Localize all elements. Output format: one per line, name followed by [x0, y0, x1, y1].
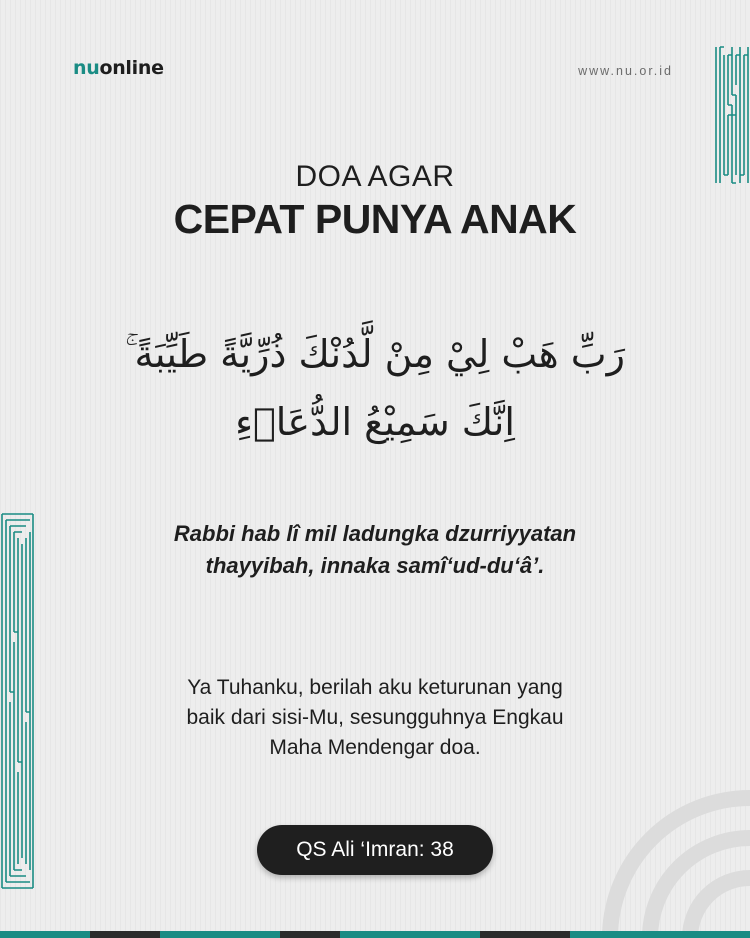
- logo-prefix: nu: [73, 57, 100, 79]
- arabic-line-2: اِنَّكَ سَمِيْعُ الدُّعَاۤءِ: [235, 400, 515, 444]
- logo-suffix: online: [99, 57, 164, 79]
- arabic-prayer: [90, 320, 660, 456]
- translation: [120, 673, 630, 763]
- transliteration: [90, 518, 660, 582]
- translation-line-3: Maha Mendengar doa.: [269, 736, 481, 759]
- title-line-2: CEPAT PUNYA ANAK: [173, 196, 577, 242]
- teal-maze-pattern-icon: [0, 512, 34, 890]
- website-url[interactable]: www.nu.or.id: [578, 64, 673, 78]
- title-line-1: DOA AGAR: [295, 160, 455, 193]
- source-label: QS Ali ‘Imran: 38: [296, 838, 454, 861]
- transliteration-line-1: Rabbi hab lî mil ladungka dzurriyyatan: [173, 521, 577, 546]
- translation-line-1: Ya Tuhanku, berilah aku keturunan yang: [187, 676, 563, 699]
- bottom-accent-bar: [0, 931, 750, 938]
- source-badge: [257, 825, 493, 875]
- nu-online-logo[interactable]: [73, 57, 164, 79]
- transliteration-line-2: thayyibah, innaka samî‘ud-du‘â’.: [205, 553, 545, 578]
- arabic-line-1: رَبِّ هَبْ لِيْ مِنْ لَّدُنْكَ ذُرِّيَّةً طَيِّبَةً ۚ: [125, 332, 625, 376]
- translation-line-2: baik dari sisi-Mu, sesungguhnya Engkau: [186, 706, 564, 729]
- concentric-arcs-icon: [580, 778, 750, 938]
